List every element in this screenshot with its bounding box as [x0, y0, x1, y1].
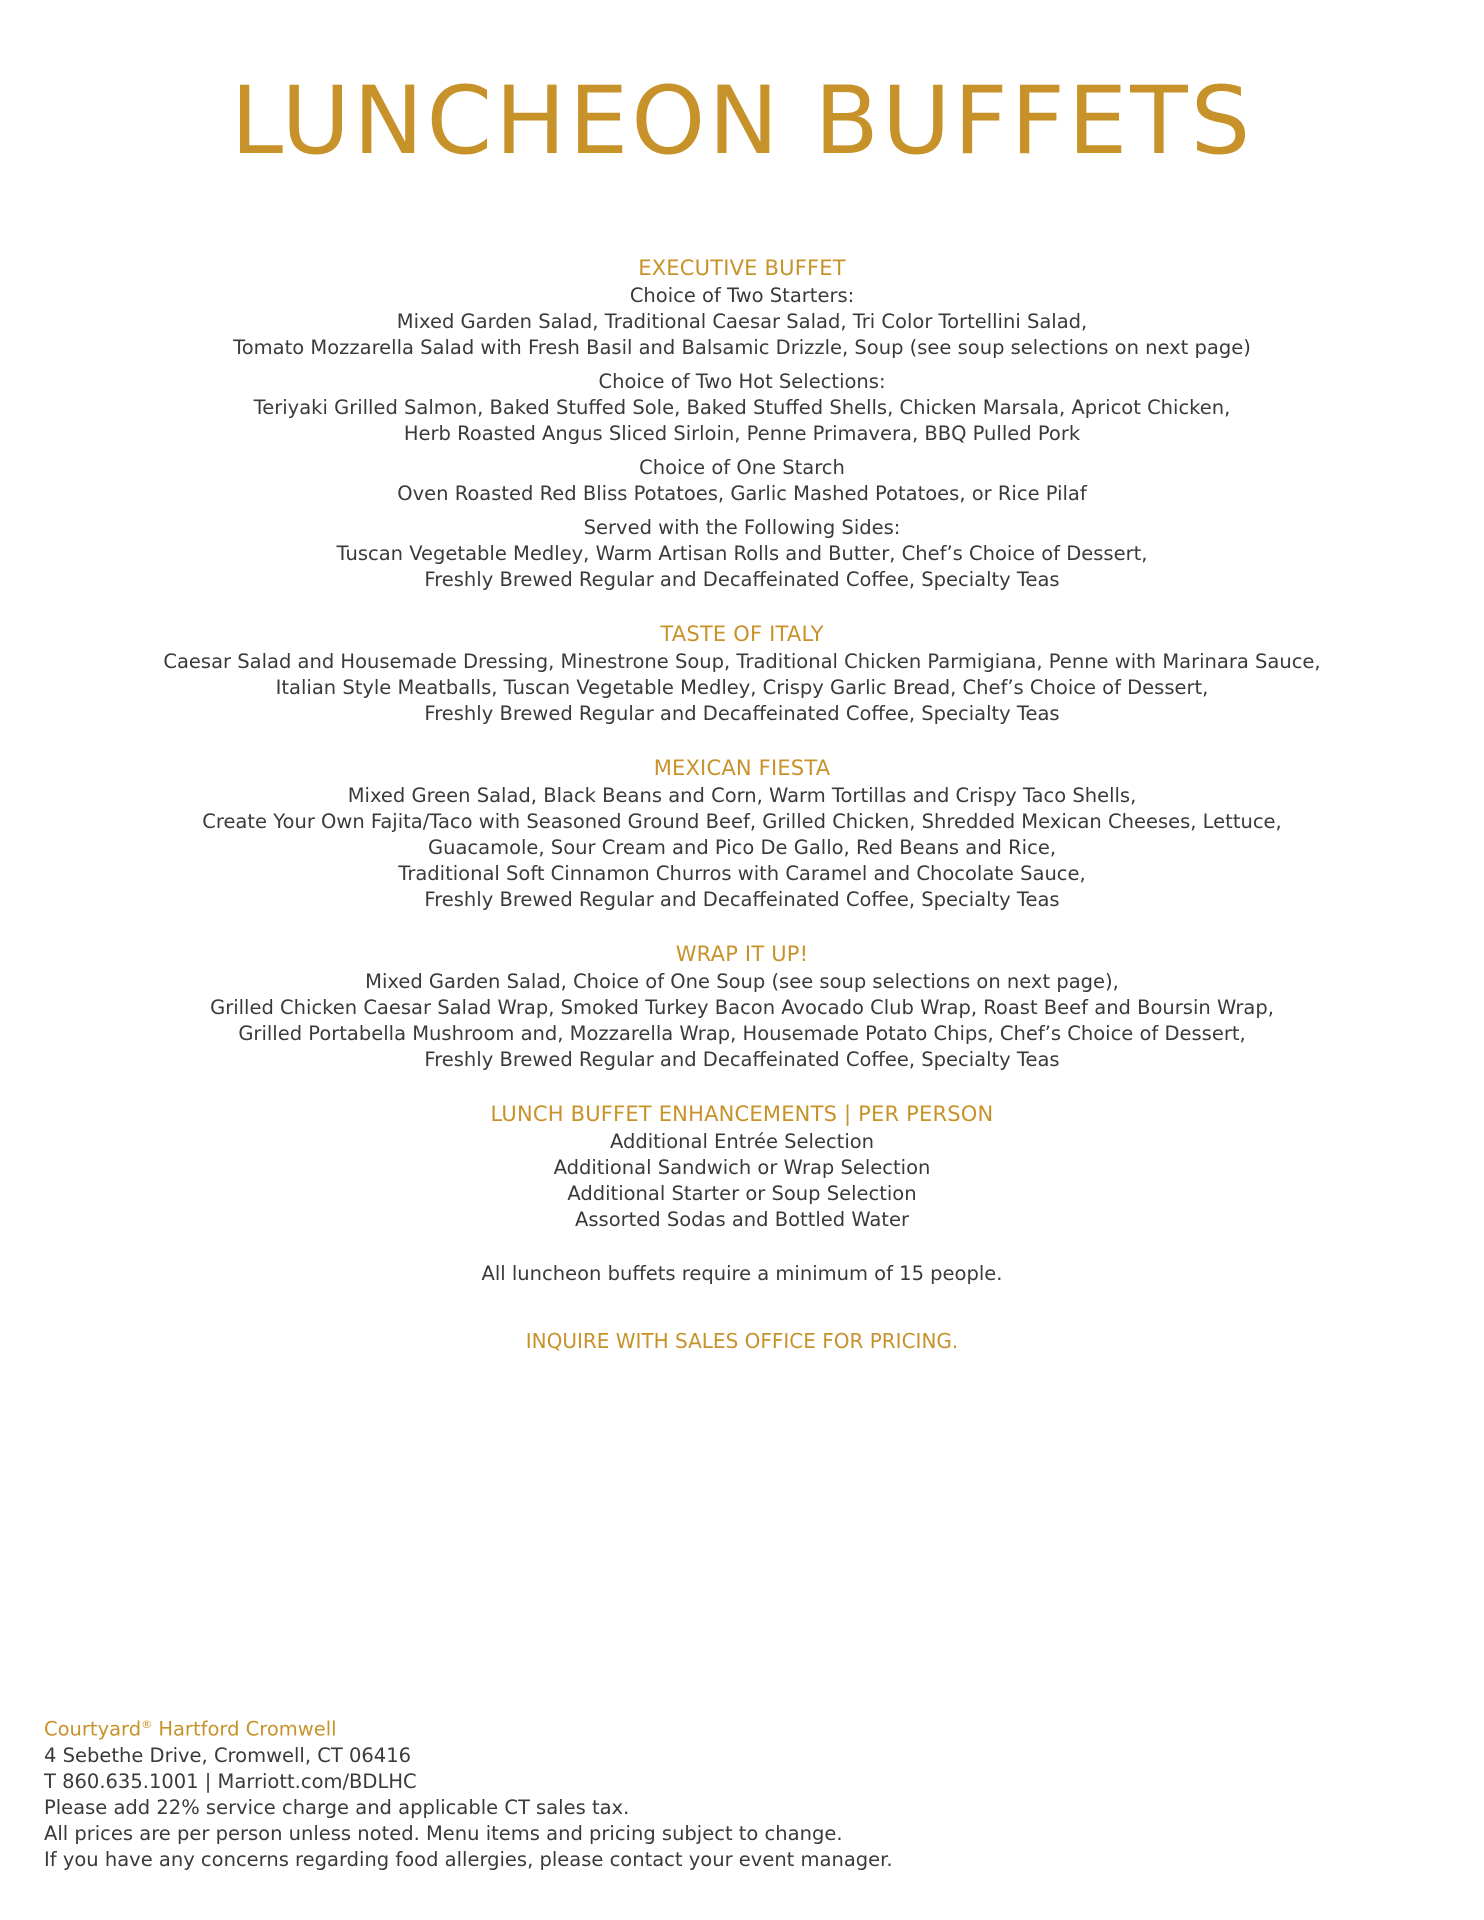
enhancement-item: Assorted Sodas and Bottled Water — [575, 1208, 909, 1231]
registered-mark: ® — [141, 1718, 153, 1731]
hot-selections-label: Choice of Two Hot Selections: — [598, 370, 886, 393]
starters-label: Choice of Two Starters: — [629, 284, 855, 307]
hot-selections-group — [0, 369, 1484, 447]
hotel-brand — [44, 1712, 893, 1743]
menu-line: Italian Style Meatballs, Tuscan Vegetable Medley, Crispy Garlic Bread, Chef’s Choice of Dessert, — [275, 676, 1209, 699]
section-heading: WRAP IT UP! — [675, 942, 809, 966]
section-heading: LUNCH BUFFET ENHANCEMENTS | PER PERSON — [490, 1102, 994, 1126]
starch-label: Choice of One Starch — [639, 456, 845, 479]
section-heading: EXECUTIVE BUFFET — [638, 256, 846, 280]
menu-line: Caesar Salad and Housemade Dressing, Minestrone Soup, Traditional Chicken Parmigiana, Penne with Marinara Sauce, — [163, 650, 1321, 673]
starch-group — [0, 455, 1484, 507]
enhancement-item: Additional Entrée Selection — [609, 1130, 875, 1153]
section-heading: TASTE OF ITALY — [660, 622, 824, 646]
wrap-it-up-section — [0, 939, 1484, 1073]
starters-group — [0, 283, 1484, 361]
sides-line: Tuscan Vegetable Medley, Warm Artisan Rolls and Butter, Chef’s Choice of Dessert, — [336, 542, 1148, 565]
brand-name: Courtyard — [44, 1717, 142, 1741]
menu-line: Traditional Soft Cinnamon Churros with Caramel and Chocolate Sauce, — [398, 862, 1086, 885]
menu-line: Freshly Brewed Regular and Decaffeinated Coffee, Specialty Teas — [424, 888, 1060, 911]
footer — [44, 1712, 893, 1873]
brand-location: Hartford Cromwell — [152, 1717, 337, 1741]
starch-line: Oven Roasted Red Bliss Potatoes, Garlic Mashed Potatoes, or Rice Pilaf — [397, 482, 1087, 505]
menu-line: Grilled Portabella Mushroom and, Mozzarella Wrap, Housemade Potato Chips, Chef’s Choice of Dessert, — [238, 1022, 1246, 1045]
enhancements-section — [0, 1099, 1484, 1233]
sides-group — [0, 515, 1484, 593]
hotel-address: 4 Sebethe Drive, Cromwell, CT 06416 — [44, 1743, 412, 1767]
menu-line: Create Your Own Fajita/Taco with Seasoned Ground Beef, Grilled Chicken, Shredded Mexican Cheeses, Lettuce, — [202, 810, 1282, 833]
menu-line: Mixed Green Salad, Black Beans and Corn, Warm Tortillas and Crispy Taco Shells, — [347, 784, 1137, 807]
menu-content — [0, 253, 1484, 1355]
allergy-note: If you have any concerns regarding food allergies, please contact your event manager. — [44, 1847, 893, 1871]
menu-line: Mixed Garden Salad, Choice of One Soup (see soup selections on next page), — [365, 970, 1119, 993]
pricing-note: All prices are per person unless noted. Menu items and pricing subject to change. — [44, 1821, 843, 1845]
hot-selections-line: Teriyaki Grilled Salmon, Baked Stuffed Sole, Baked Stuffed Shells, Chicken Marsala, Apricot Chicken, — [253, 396, 1231, 419]
menu-line: Freshly Brewed Regular and Decaffeinated Coffee, Specialty Teas — [424, 702, 1060, 725]
minimum-note: All luncheon buffets require a minimum of 15 people. — [481, 1262, 1003, 1285]
menu-line: Freshly Brewed Regular and Decaffeinated Coffee, Specialty Teas — [424, 1048, 1060, 1071]
taste-of-italy-section — [0, 619, 1484, 727]
enhancement-item: Additional Starter or Soup Selection — [567, 1182, 917, 1205]
enhancement-item: Additional Sandwich or Wrap Selection — [553, 1156, 931, 1179]
executive-buffet-section — [0, 253, 1484, 593]
pricing-inquiry: INQUIRE WITH SALES OFFICE FOR PRICING. — [525, 1329, 959, 1353]
starters-line: Tomato Mozzarella Salad with Fresh Basil and Balsamic Drizzle, Soup (see soup selections on next page) — [233, 336, 1251, 359]
sides-line: Freshly Brewed Regular and Decaffeinated Coffee, Specialty Teas — [424, 568, 1060, 591]
hotel-contact: T 860.635.1001 | Marriott.com/BDLHC — [44, 1769, 417, 1793]
hot-selections-line: Herb Roasted Angus Sliced Sirloin, Penne Primavera, BBQ Pulled Pork — [403, 422, 1081, 445]
mexican-fiesta-section — [0, 753, 1484, 913]
menu-line: Grilled Chicken Caesar Salad Wrap, Smoked Turkey Bacon Avocado Club Wrap, Roast Beef and Boursin Wrap, — [210, 996, 1274, 1019]
menu-line: Guacamole, Sour Cream and Pico De Gallo, Red Beans and Rice, — [427, 836, 1057, 859]
sides-label: Served with the Following Sides: — [583, 516, 901, 539]
page-title: LUNCHEON BUFFETS — [230, 67, 1254, 176]
section-heading: MEXICAN FIESTA — [653, 756, 831, 780]
starters-line: Mixed Garden Salad, Traditional Caesar Salad, Tri Color Tortellini Salad, — [396, 310, 1088, 333]
service-charge-note: Please add 22% service charge and applicable CT sales tax. — [44, 1795, 630, 1819]
